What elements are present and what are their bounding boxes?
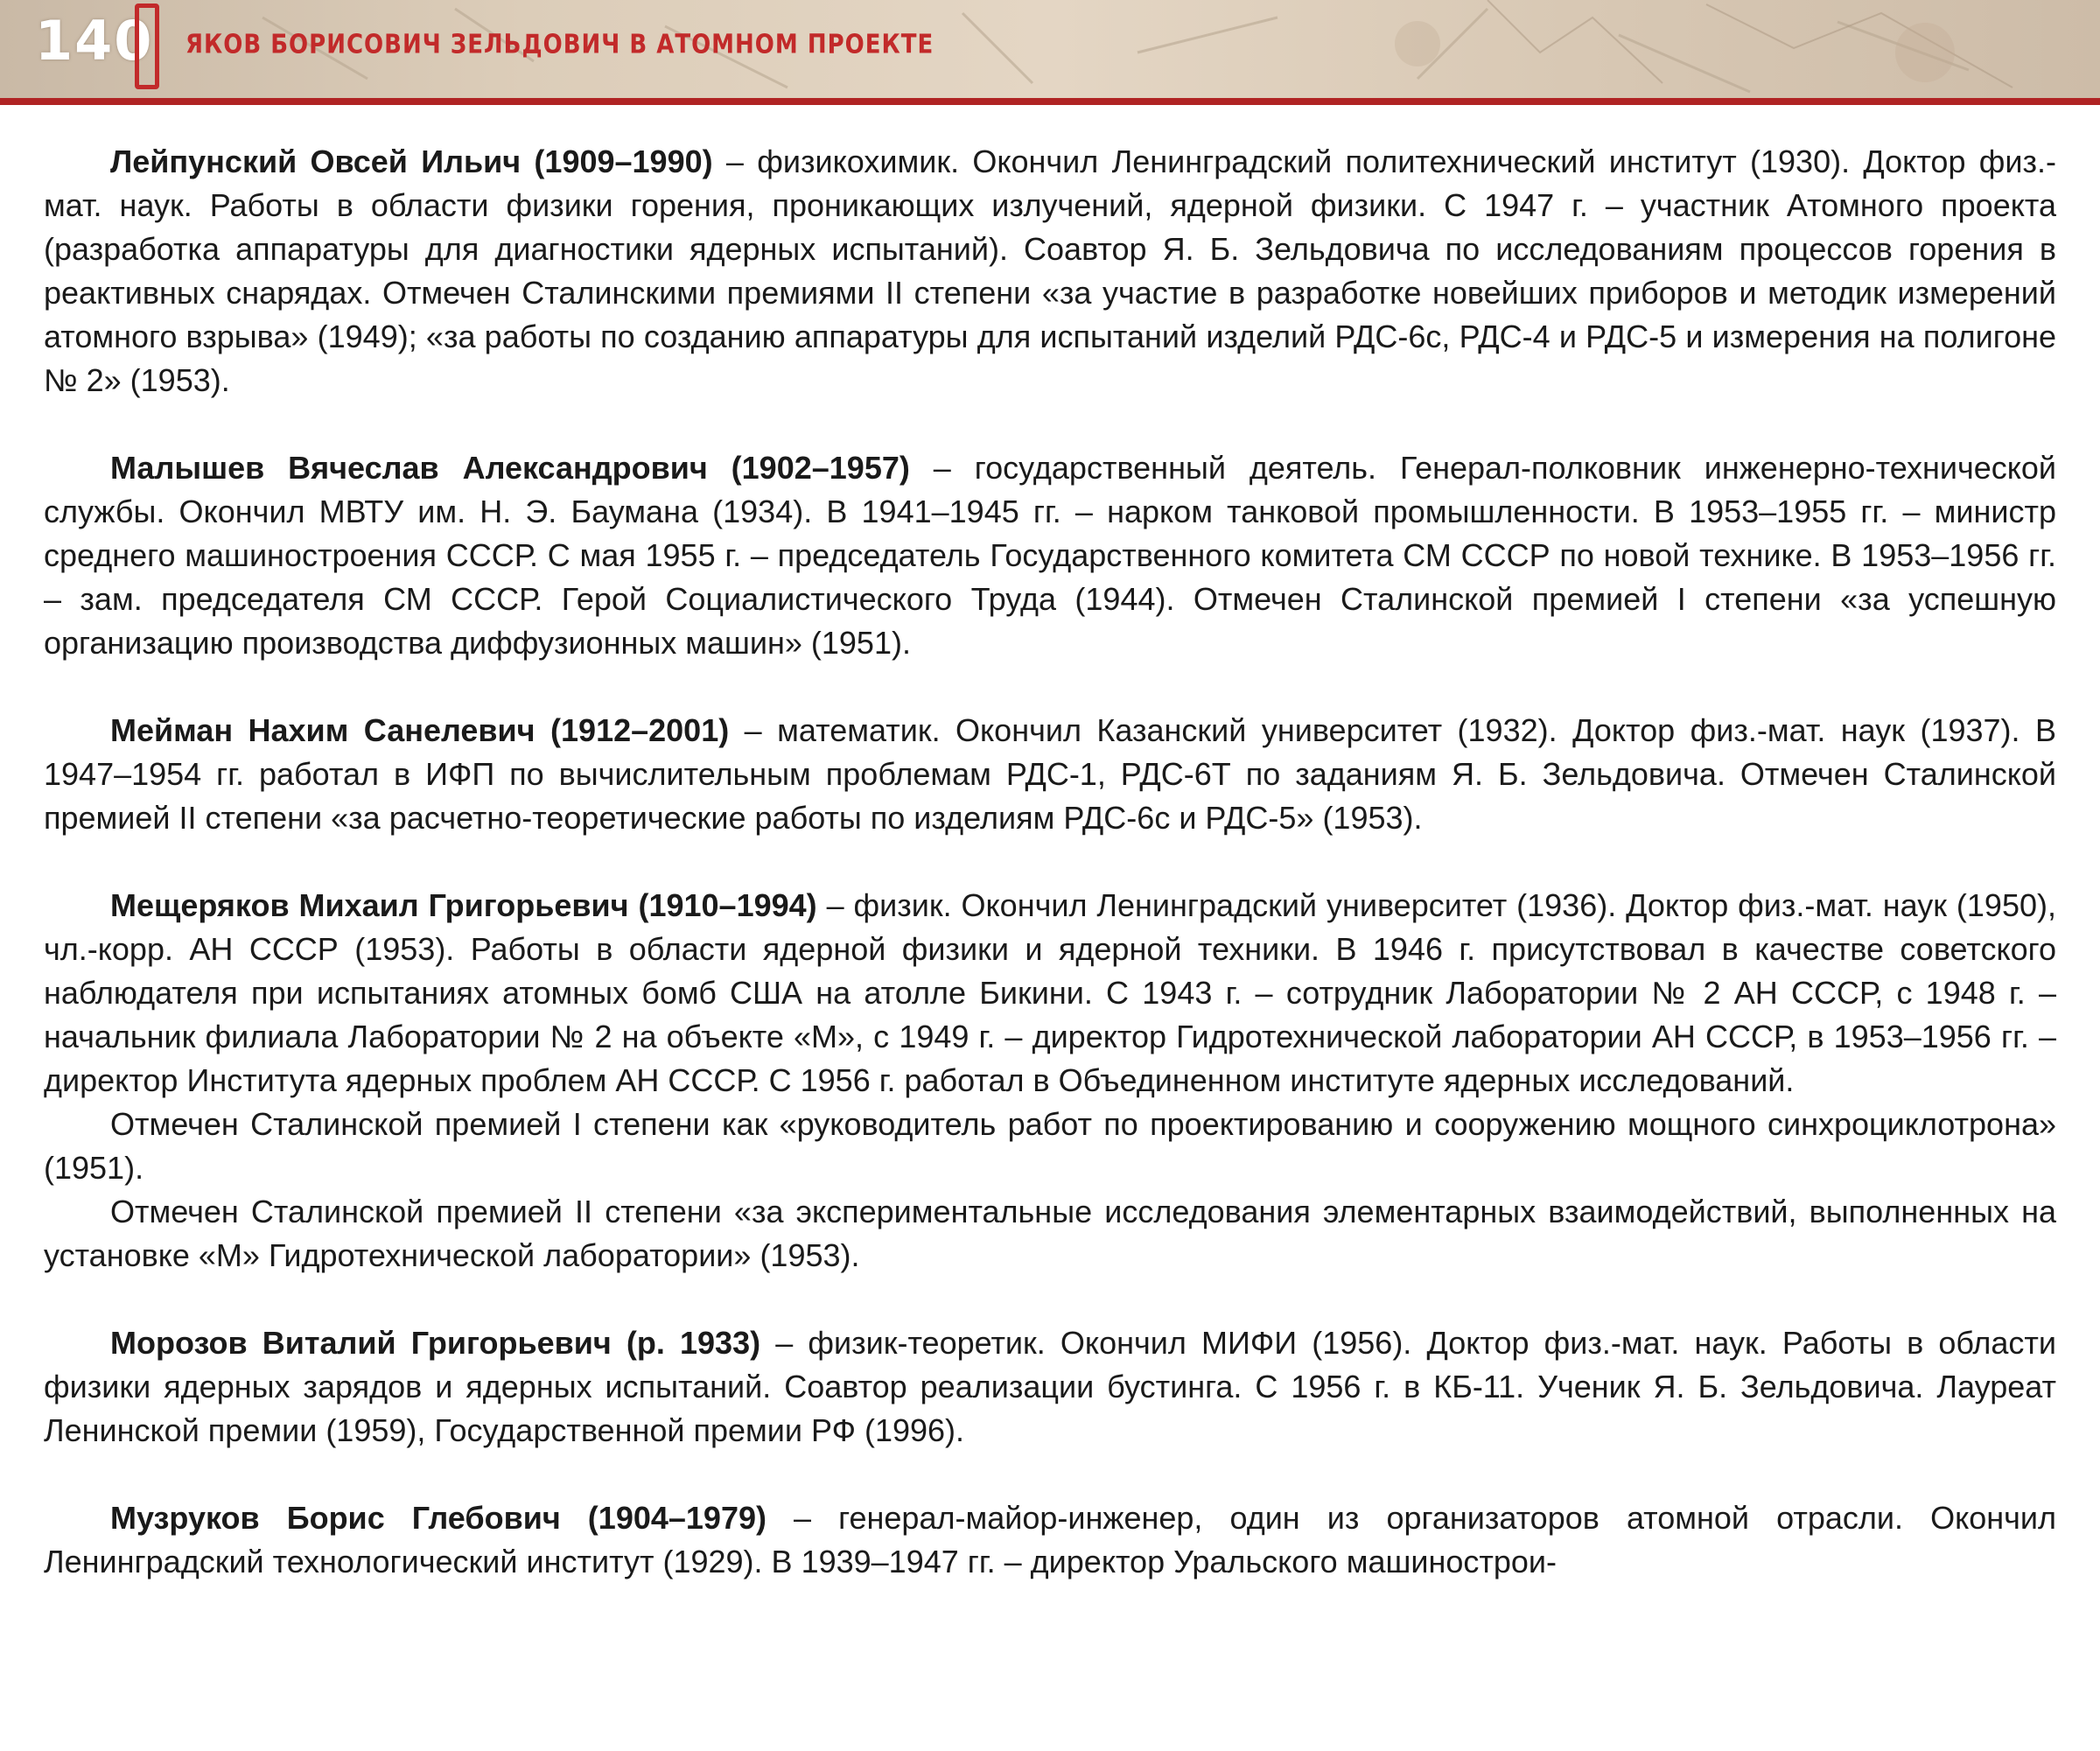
entry-name: Морозов Виталий Григорьевич (р. 1933) [110,1325,761,1361]
entry-text: – генерал-майор-инженер, один из организаторов атомной отрасли. Окончил Ленинградский технологический институт (1929). В 1939–1947 гг. – директор Уральского машинострои- [44,1500,2056,1579]
entry-name: Малышев Вячеслав Александрович (1902–1957) [110,450,910,486]
bio-entry [44,1496,2056,1584]
entry-paragraph: Отмечен Сталинской премией II степени «за экспериментальные исследования элементарных взаимодействий, выполненных на установке «М» Гидротехнической лаборатории» (1953). [44,1194,2056,1273]
entry-paragraph [44,140,2056,403]
chapter-marker [135,4,159,89]
entry-paragraph [44,1496,2056,1584]
header-rule [0,98,2100,105]
entry-paragraph [44,884,2056,1103]
running-title: ЯКОВ БОРИСОВИЧ ЗЕЛЬДОВИЧ В АТОМНОМ ПРОЕКТЕ [186,30,934,60]
entry-paragraph [44,446,2056,665]
entry-text: – физикохимик. Окончил Ленинградский политехнический институт (1930). Доктор физ.-мат. наук. Работы в области физики горения, проникающих излучений, ядерной физики. С 1947 г. – участник Атомного проекта (разработка аппаратуры для диагностики ядерных испытаний). Соавтор Я. Б. Зельдовича по исследованиям процессов горения в реактивных снарядах. Отмечен Сталинскими премиями II степени «за участие в разработке новейших приборов и методик измерений атомного взрыва» (1949); «за работы по созданию аппаратуры для испытаний изделий РДС-6с, РДС-4 и РДС-5 и измерения на полигоне № 2» (1953). [44,144,2056,398]
entry-paragraph [44,1321,2056,1453]
entry-paragraph: Отмечен Сталинской премией I степени как «руководитель работ по проектированию и сооружению мощного синхроциклотрона» (1951). [44,1106,2056,1186]
bio-entry [44,884,2056,1278]
entry-paragraph [44,709,2056,840]
page-number: 140 [35,9,154,73]
entry-text: – государственный деятель. Генерал-полковник инженерно-технической службы. Окончил МВТУ им. Н. Э. Баумана (1934). В 1941–1945 гг. – нарком танковой промышленности. В 1953–1955 гг. – министр среднего машиностроения СССР. С мая 1955 г. – председатель Государственного комитета СМ СССР по новой технике. В 1953–1956 гг. – зам. председателя СМ СССР. Герой Социалистического Труда (1944). Отмечен Сталинской премией I степени «за успешную организацию производства диффузионных машин» (1951). [44,450,2056,661]
entry-name: Музруков Борис Глебович (1904–1979) [110,1500,766,1536]
entry-name: Лейпунский Овсей Ильич (1909–1990) [110,144,713,179]
entry-text: – математик. Окончил Казанский университет (1932). Доктор физ.-мат. наук (1937). В 1947–1954 гг. работал в ИФП по вычислительным проблемам РДС-1, РДС-6Т по заданиям Я. Б. Зельдовича. Отмечен Сталинской премией II степени «за расчетно-теоретические работы по изделиям РДС-6с и РДС-5» (1953). [44,712,2057,836]
entry-text: – физик-теоретик. Окончил МИФИ (1956). Доктор физ.-мат. наук. Работы в области физики ядерных зарядов и ядерных испытаний. Соавтор реализации бустинга. С 1956 г. в КБ-11. Ученик Я. Б. Зельдовича. Лауреат Ленинской премии (1959), Государственной премии РФ (1996). [44,1325,2056,1448]
bio-entry [44,709,2056,840]
bio-entry [44,1321,2056,1453]
entry-text: – физик. Окончил Ленинградский университет (1936). Доктор физ.-мат. наук (1950), чл.-корр. АН СССР (1953). Работы в области ядерной физики и ядерной техники. В 1946 г. присутствовал в качестве советского наблюдателя при испытаниях атомных бомб США на атолле Бикини. С 1943 г. – сотрудник Лаборатории № 2 АН СССР, с 1948 г. – начальник филиала Лаборатории № 2 на объекте «М», с 1949 г. – директор Гидротехнической лаборатории АН СССР, в 1953–1956 гг. – директор Института ядерных проблем АН СССР. С 1956 г. работал в Объединенном институте ядерных исследований. [44,887,2056,1098]
entry-name: Мейман Нахим Санелевич (1912–2001) [110,712,730,748]
entry-name: Мещеряков Михаил Григорьевич (1910–1994) [110,887,817,923]
bio-entry [44,140,2056,403]
page-header [0,0,2100,105]
bio-entry [44,446,2056,665]
page-content [44,140,2056,1628]
